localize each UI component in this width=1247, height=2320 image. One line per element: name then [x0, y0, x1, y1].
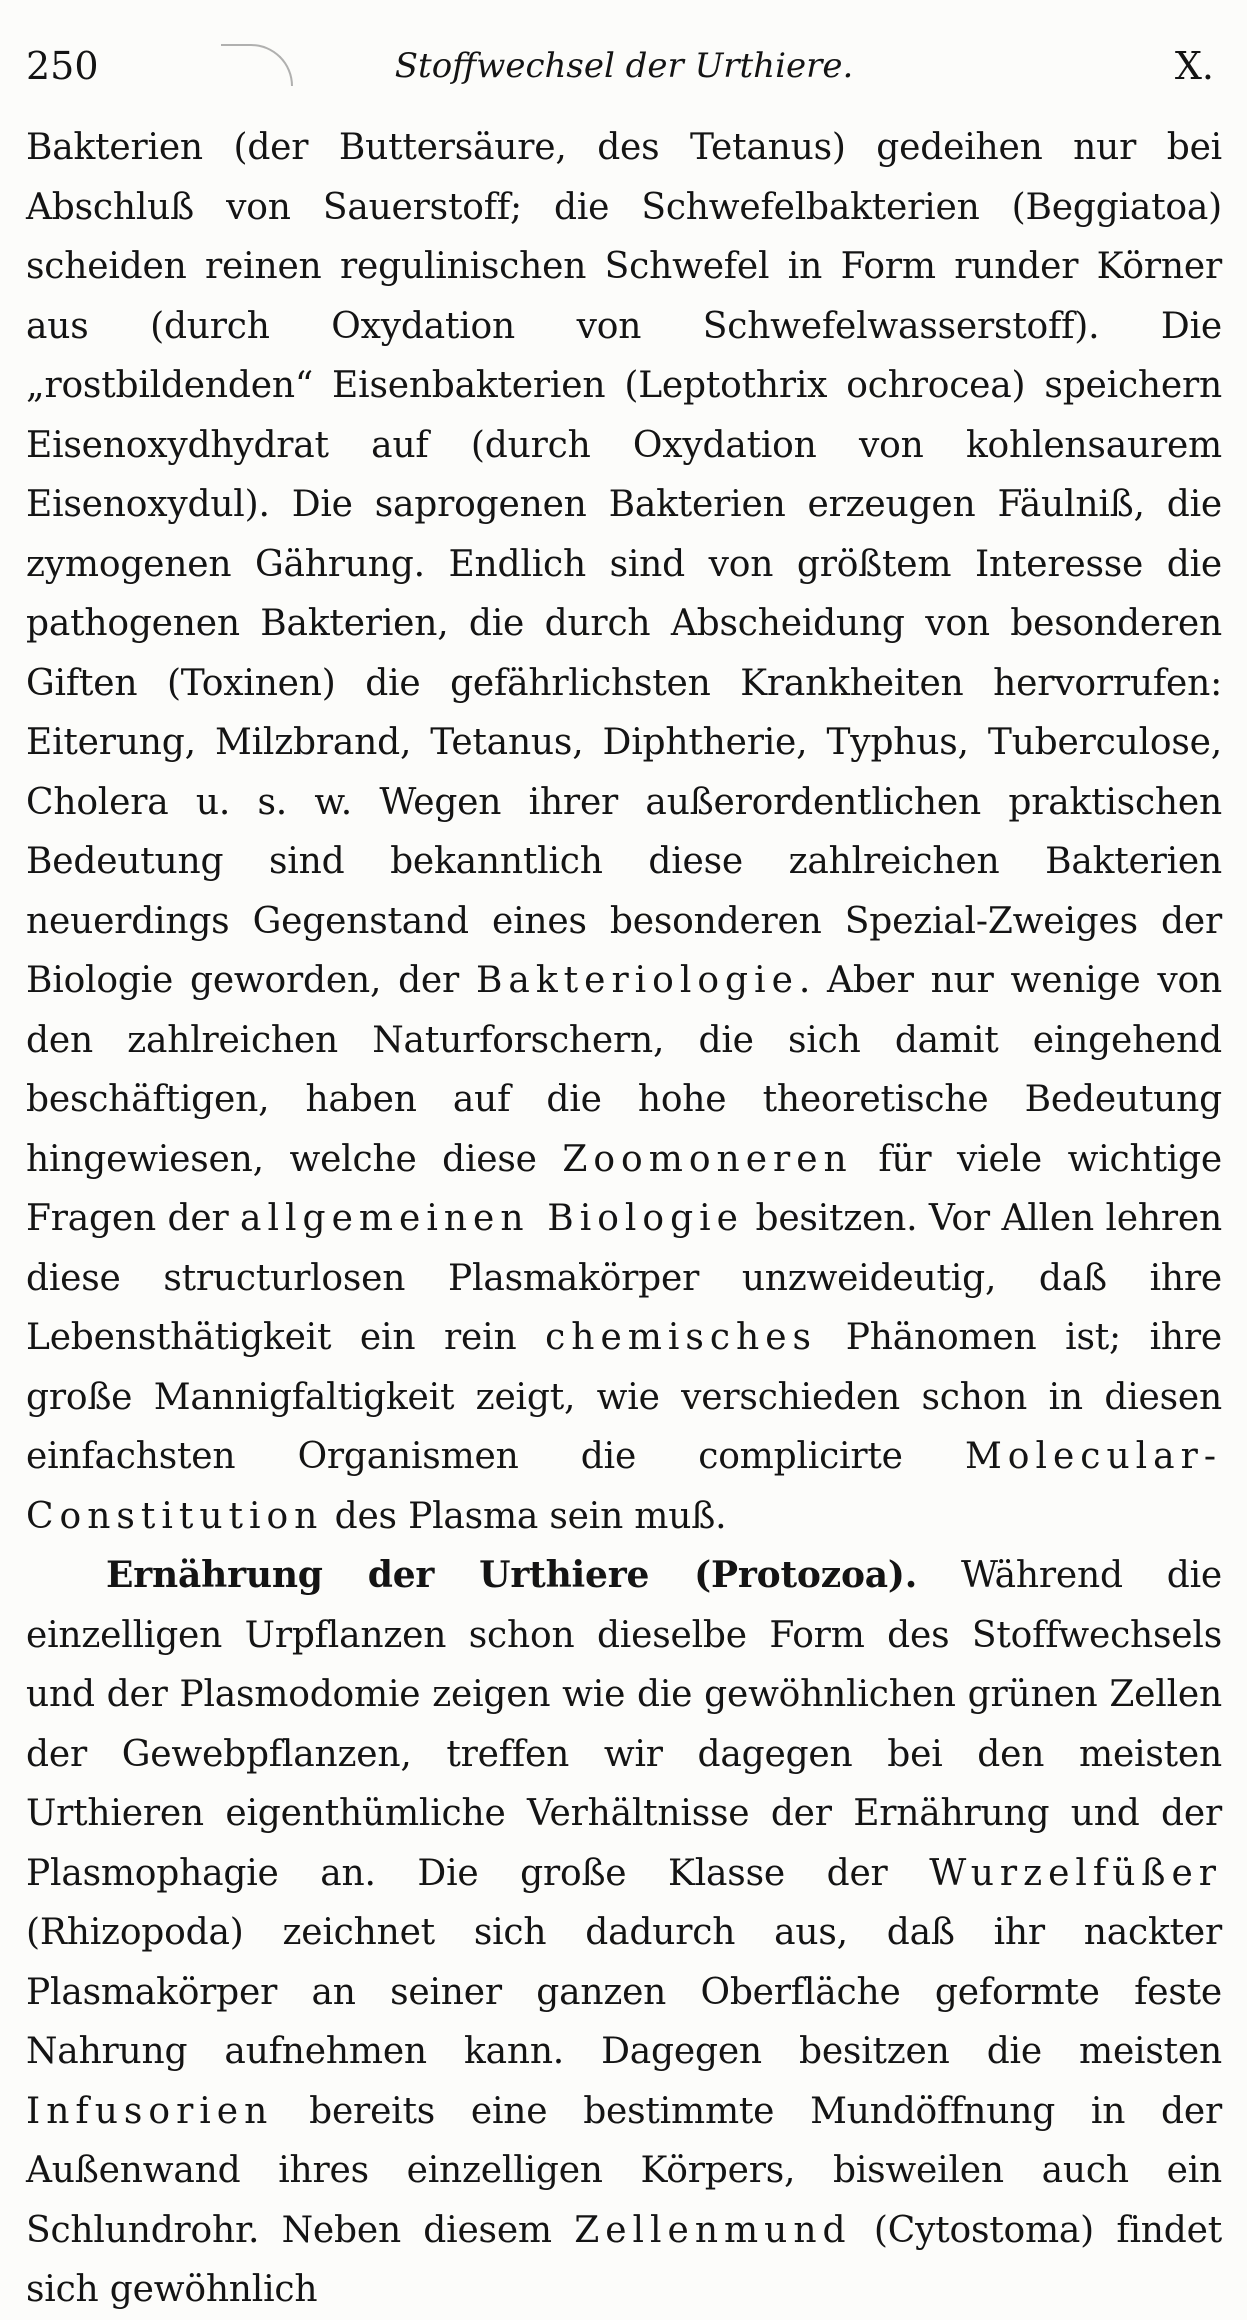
p1-text: . Aber nur wenige von den zahlreichen Naturforschern, die sich damit eingehend beschäftigen, haben auf die hohe theoretische Bedeutung hingewiesen, welche diese [26, 960, 1222, 1180]
page-number: 250 [26, 44, 99, 88]
p2-emphasis-zellenmund: Zellenmund [574, 2209, 852, 2251]
paragraph-1 [26, 118, 1222, 1546]
p2-emphasis-infusorien: Infusorien [26, 2090, 274, 2132]
book-page [26, 0, 1222, 2310]
p1-text: Bakterien (der Buttersäure, des Tetanus) gedeihen nur bei Abschluß von Sauerstoff; die Schwefelbakterien (Beggiatoa) scheiden reinen regulinischen Schwefel in Form runder Körner aus (durch Oxydation von Schwefelwasserstoff). Die „rostbildenden“ Eisenbakterien (Leptothrix ochrocea) speichern Eisenoxydhydrat auf (durch Oxydation von kohlensaurem Eisenoxydul). Die saprogenen Bakterien erzeugen Fäulniß, die zymogenen Gährung. Endlich sind von größtem Interesse die pathogenen Bakterien, die durch Abscheidung von besonderen Giften (Toxinen) die gefährlichsten Krankheiten hervorrufen: Eiterung, Milzbrand, Tetanus, Diphtherie, Typhus, Tuberculose, Cholera u. s. w. Wegen ihrer außerordentlichen praktischen Bedeutung sind bekanntlich diese zahlreichen Bakterien neuerdings Gegenstand eines besonderen Spezial-Zweiges der Biologie geworden, der [26, 127, 1222, 1001]
running-title: Stoffwechsel der Urthiere. [394, 46, 854, 86]
p2-text: bereits eine bestimmte Mundöffnung in der Außenwand ihres einzelligen Körpers, bisweilen auch ein Schlundrohr. Neben diesem [26, 2090, 1222, 2251]
p1-text: besitzen. Vor Allen lehren diese structurlosen Plasmakörper unzweideutig, daß ihre Lebensthätigkeit ein rein [26, 1198, 1222, 1358]
section-heading: Ernährung der Urthiere (Protozoa). [106, 1554, 918, 1596]
p1-emphasis-molecular-constitution: Molecular-Constitution [26, 1436, 1222, 1537]
page-header [26, 44, 1222, 104]
paragraph-2 [26, 1546, 1222, 2320]
p2-text: (Cytostoma) findet sich gewöhnlich [26, 2209, 1222, 2310]
p1-emphasis-zoomoneren: Zoomoneren [562, 1138, 853, 1180]
body-text [26, 118, 1222, 2320]
p2-text: Während die einzelligen Urpflanzen schon dieselbe Form des Stoffwechsels und der Plasmodomie zeigen wie die gewöhnlichen grünen Zellen der Gewebpflanzen, treffen wir dagegen bei den meisten Urthieren eigenthümliche Verhältnisse der Ernährung und der Plasmophagie an. Die große Klasse der [26, 1555, 1222, 1894]
p2-text: (Rhizopoda) zeichnet sich dadurch aus, daß ihr nackter Plasmakörper an seiner ganzen Oberfläche geformte feste Nahrung aufnehmen kann. Dagegen besitzen die meisten [26, 1912, 1222, 2072]
p1-emphasis-allgemeinen-biologie: allgemeinen Biologie [240, 1198, 744, 1239]
chapter-number: X. [1174, 44, 1214, 88]
p1-text: des Plasma sein muß. [323, 1495, 727, 1537]
p1-emphasis-chemisches: chemisches [545, 1317, 818, 1358]
p2-emphasis-wurzelfuesser: Wurzelfüßer [929, 1852, 1222, 1894]
p1-text: Phänomen ist; ihre große Mannigfaltigkeit zeigt, wie verschieden schon in diesen einfachsten Organismen die complicirte [26, 1317, 1222, 1477]
p1-text: für viele wichtige Fragen der [26, 1138, 1222, 1239]
p1-emphasis-bakteriologie: Bakteriologie [475, 960, 799, 1001]
